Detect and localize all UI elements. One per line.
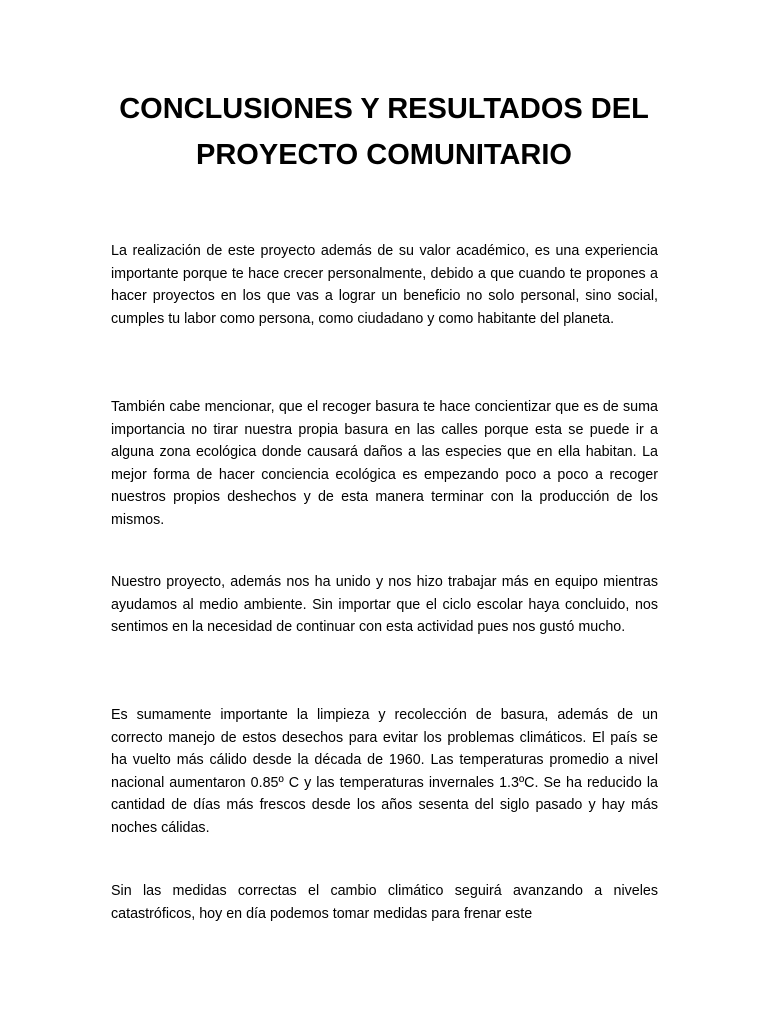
paragraph-4: Es sumamente importante la limpieza y recolección de basura, además de un correcto manejo de estos desechos para evitar los problemas climáticos. El país se ha vuelto más cálido desde la década de 1960. Las temperaturas promedio a nivel nacional aumentaron 0.85º C y las temperaturas invernales 1.3ºC. Se ha reducido la cantidad de días más frescos desde los años sesenta del siglo pasado y hay más noches cálidas. <box>111 707 658 836</box>
document-title: CONCLUSIONES Y RESULTADOS DEL PROYECTO COMUNITARIO <box>119 93 649 171</box>
paragraph-5: Sin las medidas correctas el cambio climático seguirá avanzando a niveles catastróficos, hoy en día podemos tomar medidas para frenar este <box>111 883 658 922</box>
paragraph-2: También cabe mencionar, que el recoger basura te hace concientizar que es de suma importancia no tirar nuestra propia basura en las calles porque esta se puede ir a alguna zona ecológica donde causará daños a las especies que en ella habitan. La mejor forma de hacer conciencia ecológica es empezando poco a poco a recoger nuestros propios deshechos y de esta manera terminar con la producción de los mismos. <box>111 399 658 528</box>
paragraph-1: La realización de este proyecto además de su valor académico, es una experiencia importante porque te hace crecer personalmente, debido a que cuando te propones a hacer proyectos en los que vas a lograr un beneficio no solo personal, sino social, cumples tu labor como persona, como ciudadano y como habitante del planeta. <box>111 243 658 327</box>
paragraph-3: Nuestro proyecto, además nos ha unido y nos hizo trabajar más en equipo mientras ayudamos al medio ambiente. Sin importar que el ciclo escolar haya concluido, nos sentimos en la necesidad de continuar con esta actividad pues nos gustó mucho. <box>111 574 658 636</box>
